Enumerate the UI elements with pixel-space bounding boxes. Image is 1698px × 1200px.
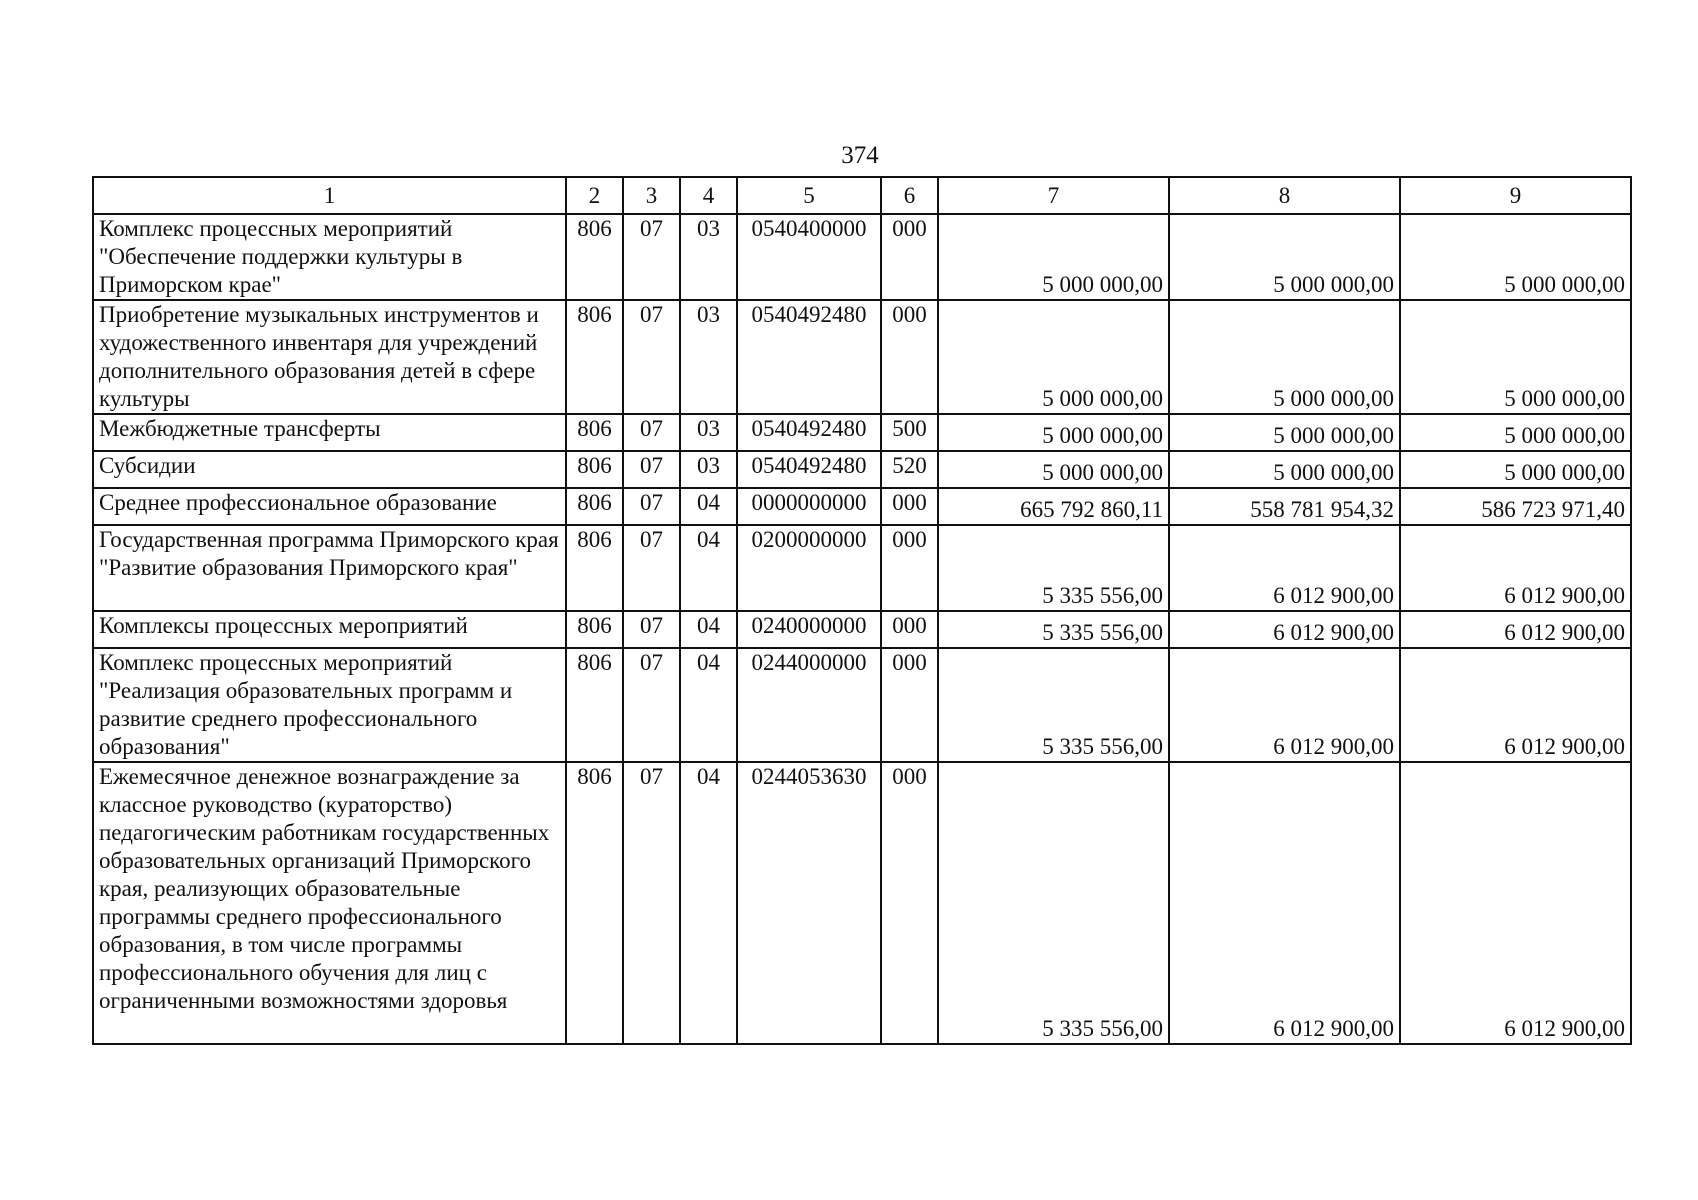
- column-header-6: 6: [881, 177, 938, 214]
- section-code: 07: [623, 451, 680, 488]
- admin-code: 806: [566, 414, 623, 451]
- expense-type-code: 000: [881, 488, 938, 525]
- section-code: 07: [623, 762, 680, 1044]
- amount-col-7: 5 335 556,00: [938, 762, 1169, 1044]
- table-row: [93, 214, 1631, 300]
- subsection-code: 04: [680, 762, 737, 1044]
- target-article-code: 0540492480: [737, 451, 881, 488]
- column-header-4: 4: [680, 177, 737, 214]
- expense-type-code: 000: [881, 762, 938, 1044]
- section-code: 07: [623, 488, 680, 525]
- target-article-code: 0540492480: [737, 300, 881, 414]
- amount-col-8: 6 012 900,00: [1169, 762, 1400, 1044]
- section-code: 07: [623, 300, 680, 414]
- expense-type-code: 000: [881, 214, 938, 300]
- admin-code: 806: [566, 762, 623, 1044]
- column-header-5: 5: [737, 177, 881, 214]
- amount-col-9: 6 012 900,00: [1400, 611, 1631, 648]
- subsection-code: 04: [680, 648, 737, 762]
- amount-col-8: 6 012 900,00: [1169, 648, 1400, 762]
- row-name: Комплекс процессных мероприятий "Обеспечение поддержки культуры в Приморском крае": [93, 214, 566, 300]
- column-header-3: 3: [623, 177, 680, 214]
- column-header-9: 9: [1400, 177, 1631, 214]
- section-code: 07: [623, 525, 680, 611]
- amount-col-7: 5 000 000,00: [938, 451, 1169, 488]
- expense-type-code: 000: [881, 525, 938, 611]
- amount-col-7: 5 335 556,00: [938, 648, 1169, 762]
- amount-col-7: 5 000 000,00: [938, 300, 1169, 414]
- expense-type-code: 000: [881, 300, 938, 414]
- amount-col-7: 5 335 556,00: [938, 525, 1169, 611]
- subsection-code: 04: [680, 525, 737, 611]
- amount-col-8: 5 000 000,00: [1169, 451, 1400, 488]
- row-name: Государственная программа Приморского края "Развитие образования Приморского края": [93, 525, 566, 611]
- subsection-code: 03: [680, 414, 737, 451]
- row-name: Комплекс процессных мероприятий "Реализация образовательных программ и развитие среднего профессионального образования": [93, 648, 566, 762]
- amount-col-9: 5 000 000,00: [1400, 451, 1631, 488]
- amount-col-8: 6 012 900,00: [1169, 525, 1400, 611]
- target-article-code: 0540492480: [737, 414, 881, 451]
- row-name: Межбюджетные трансферты: [93, 414, 566, 451]
- section-code: 07: [623, 214, 680, 300]
- row-name: Среднее профессиональное образование: [93, 488, 566, 525]
- expense-type-code: 000: [881, 648, 938, 762]
- target-article-code: 0540400000: [737, 214, 881, 300]
- subsection-code: 03: [680, 300, 737, 414]
- target-article-code: 0244000000: [737, 648, 881, 762]
- column-header-1: 1: [93, 177, 566, 214]
- amount-col-7: 5 000 000,00: [938, 214, 1169, 300]
- target-article-code: 0240000000: [737, 611, 881, 648]
- table-row: [93, 300, 1631, 414]
- subsection-code: 03: [680, 451, 737, 488]
- amount-col-9: 5 000 000,00: [1400, 214, 1631, 300]
- amount-col-7: 5 000 000,00: [938, 414, 1169, 451]
- table-row: [93, 762, 1631, 1044]
- page-number: 374: [841, 142, 879, 169]
- amount-col-8: 5 000 000,00: [1169, 300, 1400, 414]
- section-code: 07: [623, 414, 680, 451]
- column-header-8: 8: [1169, 177, 1400, 214]
- subsection-code: 03: [680, 214, 737, 300]
- admin-code: 806: [566, 611, 623, 648]
- amount-col-8: 5 000 000,00: [1169, 414, 1400, 451]
- column-header-7: 7: [938, 177, 1169, 214]
- amount-col-7: 665 792 860,11: [938, 488, 1169, 525]
- table-row: [93, 611, 1631, 648]
- target-article-code: 0000000000: [737, 488, 881, 525]
- section-code: 07: [623, 648, 680, 762]
- table-row: [93, 525, 1631, 611]
- expense-type-code: 500: [881, 414, 938, 451]
- table-row: [93, 451, 1631, 488]
- target-article-code: 0200000000: [737, 525, 881, 611]
- admin-code: 806: [566, 525, 623, 611]
- amount-col-8: 558 781 954,32: [1169, 488, 1400, 525]
- section-code: 07: [623, 611, 680, 648]
- admin-code: 806: [566, 451, 623, 488]
- column-header-2: 2: [566, 177, 623, 214]
- admin-code: 806: [566, 488, 623, 525]
- admin-code: 806: [566, 214, 623, 300]
- row-name: Комплексы процессных мероприятий: [93, 611, 566, 648]
- expense-type-code: 520: [881, 451, 938, 488]
- amount-col-7: 5 335 556,00: [938, 611, 1169, 648]
- expense-type-code: 000: [881, 611, 938, 648]
- table-row: [93, 414, 1631, 451]
- amount-col-8: 6 012 900,00: [1169, 611, 1400, 648]
- table-header-row: [93, 177, 1631, 214]
- row-name: Ежемесячное денежное вознаграждение за классное руководство (кураторство) педагогическим работникам государственных образовательных организаций Приморского края, реализующих образовательные программы среднего профессионального образования, в том числе программы профессионального обучения для лиц с ограниченными возможностями здоровья: [93, 762, 566, 1044]
- admin-code: 806: [566, 300, 623, 414]
- amount-col-9: 6 012 900,00: [1400, 525, 1631, 611]
- row-name: Приобретение музыкальных инструментов и художественного инвентаря для учреждений дополнительного образования детей в сфере культуры: [93, 300, 566, 414]
- amount-col-9: 586 723 971,40: [1400, 488, 1631, 525]
- row-name: Субсидии: [93, 451, 566, 488]
- admin-code: 806: [566, 648, 623, 762]
- table-row: [93, 488, 1631, 525]
- subsection-code: 04: [680, 488, 737, 525]
- budget-table: [92, 176, 1632, 1045]
- table-row: [93, 648, 1631, 762]
- subsection-code: 04: [680, 611, 737, 648]
- amount-col-8: 5 000 000,00: [1169, 214, 1400, 300]
- amount-col-9: 5 000 000,00: [1400, 300, 1631, 414]
- amount-col-9: 6 012 900,00: [1400, 648, 1631, 762]
- amount-col-9: 5 000 000,00: [1400, 414, 1631, 451]
- target-article-code: 0244053630: [737, 762, 881, 1044]
- amount-col-9: 6 012 900,00: [1400, 762, 1631, 1044]
